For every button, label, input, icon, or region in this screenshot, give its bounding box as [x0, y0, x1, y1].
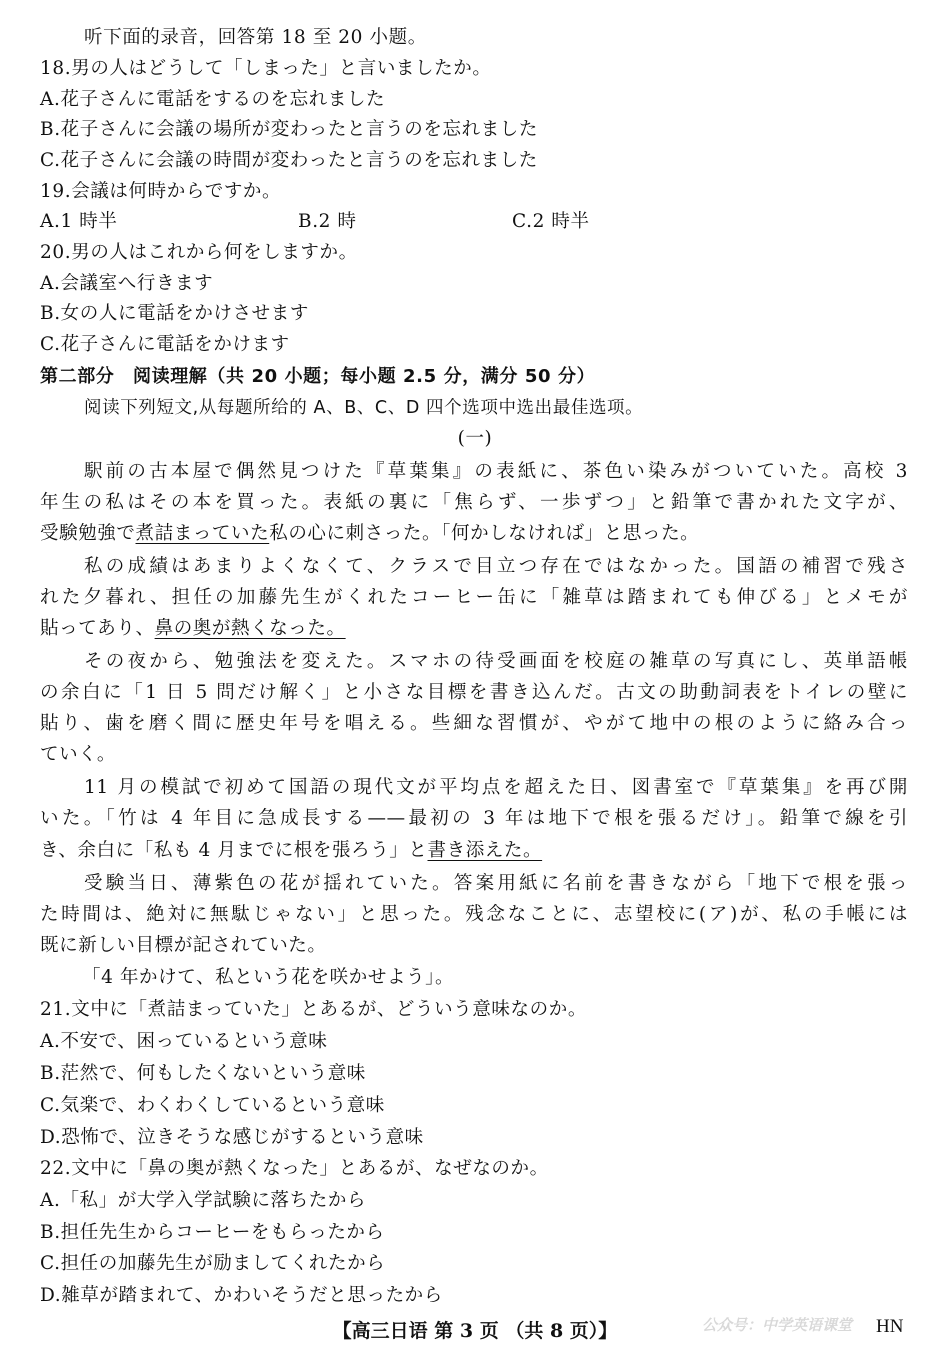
watermark: 公众号：中学英语课堂	[702, 1316, 853, 1334]
p6-line: 「4 年かけて、私という花を咲かせよう」。	[82, 967, 455, 988]
q20-option-b: B.女の人に電話をかけさせます	[40, 303, 309, 324]
p1-line-2: 年生の私はその本を買った。表紙の裏に「焦らず、一歩ずつ」と鉛筆で書かれた文字が、	[40, 492, 908, 513]
p4-line-2: いた。「竹は 4 年目に急成長する——最初の 3 年は地下で根を張るだけ」。鉛筆で線を引	[40, 808, 908, 829]
q20-option-a: A.会議室へ行きます	[40, 273, 214, 294]
p1-text: 受験勉強で	[40, 523, 136, 544]
question-20-stem: 20.男の人はこれから何をしますか。	[40, 242, 358, 263]
underline-nitsumatte: 煮詰まっていた	[135, 523, 270, 544]
question-21-stem: 21.文中に「煮詰まっていた」とあるが、どういう意味なのか。	[40, 999, 587, 1020]
p4-text: き、余白に「私も 4 月までに根を張ろう」と	[40, 840, 428, 861]
q21-option-d: D.恐怖で、泣きそうな感じがするという意味	[40, 1127, 424, 1148]
p1-line-1: 駅前の古本屋で偶然見つけた『草葉集』の表紙に、茶色い染みがついていた。高校 3	[84, 461, 908, 482]
q21-option-c: C.気楽で、わくわくしているという意味	[40, 1095, 385, 1116]
p2-text: 貼ってあり、	[40, 618, 155, 639]
p3-line-2: の余白に「1 日 5 問だけ解く」と小さな目標を書き込んだ。古文の助動詞表をトイレの壁に	[40, 682, 908, 703]
q20-option-c: C.花子さんに電話をかけます	[40, 334, 290, 355]
q18-option-b: B.花子さんに会議の場所が変わったと言うのを忘れました	[40, 119, 538, 140]
q22-option-b: B.担任先生からコーヒーをもらったから	[40, 1222, 385, 1243]
p1-line-3	[40, 522, 920, 546]
page-footer: 【高三日语 第 3 页 （共 8 页）】	[332, 1320, 618, 1342]
q19-option-b: B.2 時	[298, 211, 357, 232]
p4-line-1: 11 月の模試で初めて国語の現代文が平均点を超えた日、図書室で『草葉集』を再び開	[84, 777, 908, 798]
p5-line-3: 既に新しい目標が記されていた。	[40, 935, 327, 956]
p5-line-1: 受験当日、薄紫色の花が揺れていた。答案用紙に名前を書きながら「地下で根を張っ	[84, 873, 908, 894]
q22-option-a: A.「私」が大学入学試験に落ちたから	[40, 1190, 367, 1211]
q18-option-a: A.花子さんに電話をするのを忘れました	[40, 89, 386, 110]
section-title: 第二部分 阅读理解（共 20 小题；每小题 2.5 分，满分 50 分）	[40, 366, 596, 387]
p2-line-3	[40, 617, 920, 641]
question-19-stem: 19.会議は何時からですか。	[40, 181, 282, 202]
q19-option-a: A.1 時半	[40, 211, 118, 232]
question-22-stem: 22.文中に「鼻の奥が熱くなった」とあるが、なぜなのか。	[40, 1158, 549, 1179]
underline-hana: 鼻の奥が熱くなった。	[154, 618, 346, 639]
underline-kakisoeta: 書き添えた。	[427, 840, 543, 861]
p3-line-3: 貼り、歯を磨く間に歴史年号を唱える。些細な習慣が、やがて地中の根のように絡み合っ	[40, 713, 908, 734]
passage-number: (一)	[457, 428, 493, 449]
p2-line-2: れた夕暮れ、担任の加藤先生がくれたコーヒー缶に「雑草は踏まれても伸びる」とメモが	[40, 587, 908, 608]
p2-line-1: 私の成績はあまりよくなくて、クラスで目立つ存在ではなかった。国語の補習で残さ	[84, 556, 908, 577]
q19-option-c: C.2 時半	[512, 211, 590, 232]
reading-instruction: 阅读下列短文,从每题所给的 A、B、C、D 四个选项中选出最佳选项。	[84, 398, 644, 418]
p3-line-4: ていく。	[40, 744, 117, 765]
p3-line-1: その夜から、勉強法を変えた。スマホの待受画面を校庭の雑草の写真にし、英単語帳	[84, 651, 908, 672]
question-18-stem: 18.男の人はどうして「しまった」と言いましたか。	[40, 58, 492, 79]
listening-intro: 听下面的录音，回答第 18 至 20 小题。	[84, 27, 427, 48]
q22-option-c: C.担任の加藤先生が励ましてくれたから	[40, 1253, 386, 1274]
q22-option-d: D.雑草が踏まれて、かわいそうだと思ったから	[40, 1285, 443, 1306]
q21-option-a: A.不安で、困っているという意味	[40, 1031, 328, 1052]
p4-line-3	[40, 839, 920, 863]
p1-text-post: 私の心に刺さった。「何かしなければ」と思った。	[269, 523, 700, 544]
region-code: HN	[876, 1316, 904, 1337]
q18-option-c: C.花子さんに会議の時間が変わったと言うのを忘れました	[40, 150, 538, 171]
q21-option-b: B.茫然で、何もしたくないという意味	[40, 1063, 366, 1084]
p5-line-2: た時間は、絶対に無駄じゃない」と思った。残念なことに、志望校に(ア)が、私の手帳には	[40, 904, 908, 925]
